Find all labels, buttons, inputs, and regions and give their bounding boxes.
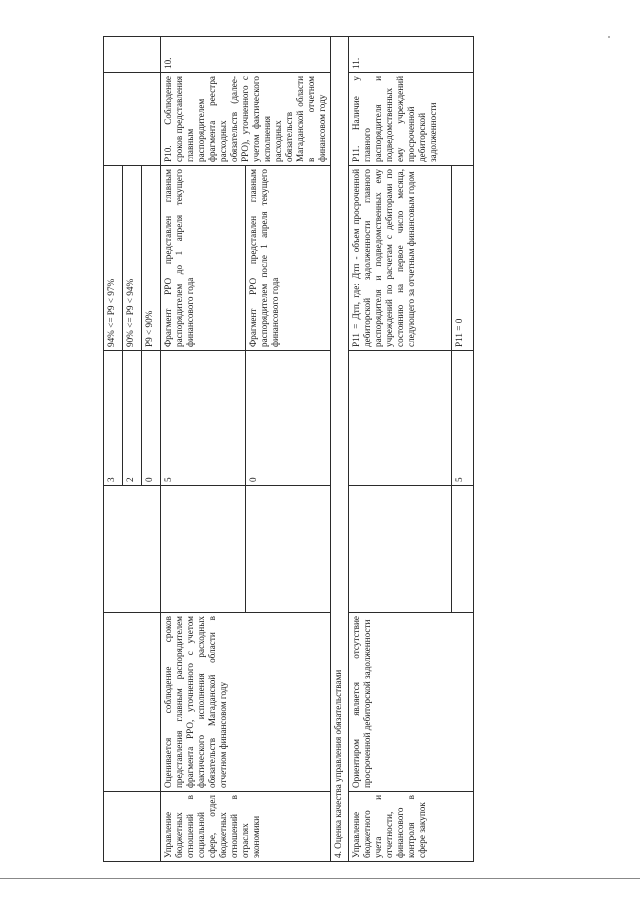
condition-cell: P9 < 90%	[142, 166, 161, 351]
indicator-name-cell: P11. Наличие у главного распорядителя и подведомственных ему учреждений просроченной дебиторской задолженности	[349, 73, 474, 166]
score-cell: 5	[161, 351, 246, 486]
blank-cell	[349, 351, 452, 486]
cell-num-empty	[104, 37, 161, 73]
cell-name-empty	[104, 73, 161, 166]
responsible-cell: Управление бюджетных отношений в социальной сфере, отдел бюджетных отношений в отраслях экономики	[161, 792, 331, 862]
blank-cell	[161, 486, 246, 613]
condition-cell: 94% <= P9 < 97%	[104, 166, 123, 351]
score-cell: 0	[246, 351, 331, 486]
condition-cell: Фрагмент РРО представлен главным распорядителем до 1 апреля текущего финансового года	[161, 166, 246, 351]
table-row	[349, 37, 452, 862]
score-cell: 3	[104, 351, 123, 486]
comment-cell: Ориентиром является отсутствие просроченной дебиторской задолженности	[349, 613, 474, 792]
cell-comment-empty	[104, 613, 161, 792]
score-cell: 0	[142, 351, 161, 486]
table-row	[104, 37, 123, 862]
blank-cell	[349, 486, 452, 613]
indicator-name-cell: P10. Соблюдение сроков представления главным распорядителем фрагмента реестра расходных обязательств (далее-РРО), уточненного с учетом фактического исполнения расходных обязательств Магаданской области в отчетном финансовом году	[161, 73, 331, 166]
table-row	[161, 37, 246, 862]
cell-note-empty	[104, 486, 161, 613]
page-edge-line	[0, 878, 640, 879]
scan-speck	[608, 36, 610, 38]
comment-cell: Оценивается соблюдение сроков представления главным распорядителем фрагмента РРО, уточненного с учетом фактического исполнения расходных обязательств Магаданской области в отчетном финансовом году	[161, 613, 331, 792]
score-cell: 2	[123, 351, 142, 486]
rotated-table-wrapper	[103, 37, 464, 862]
blank-cell	[246, 486, 331, 613]
row-number-cell: 11.	[349, 37, 474, 73]
condition-cell: 90% <= P9 < 94%	[123, 166, 142, 351]
condition-cell: P11 = Дтп, где: Дтп - объем просроченной дебиторской задолженности главного распорядителя и подведомственных ему учреждений по расчетам с дебиторами по состоянию на первое число месяца, следующего за отчетным финансовым годом	[349, 166, 452, 351]
cell-resp-empty	[104, 792, 161, 862]
blank-cell	[452, 486, 474, 613]
score-cell: 5	[452, 351, 474, 486]
condition-cell: P11 = 0	[452, 166, 474, 351]
section-row	[331, 37, 349, 862]
section-heading: 4. Оценка качества управления обязательствами	[331, 37, 349, 862]
row-number-cell: 10.	[161, 37, 331, 73]
indicators-table	[103, 36, 474, 862]
responsible-cell: Управление бюджетного учета и отчетности, финансового контроля в сфере закупок	[349, 792, 474, 862]
condition-cell: Фрагмент РРО представлен главным распорядителем после 1 апреля текущего финансового года	[246, 166, 331, 351]
